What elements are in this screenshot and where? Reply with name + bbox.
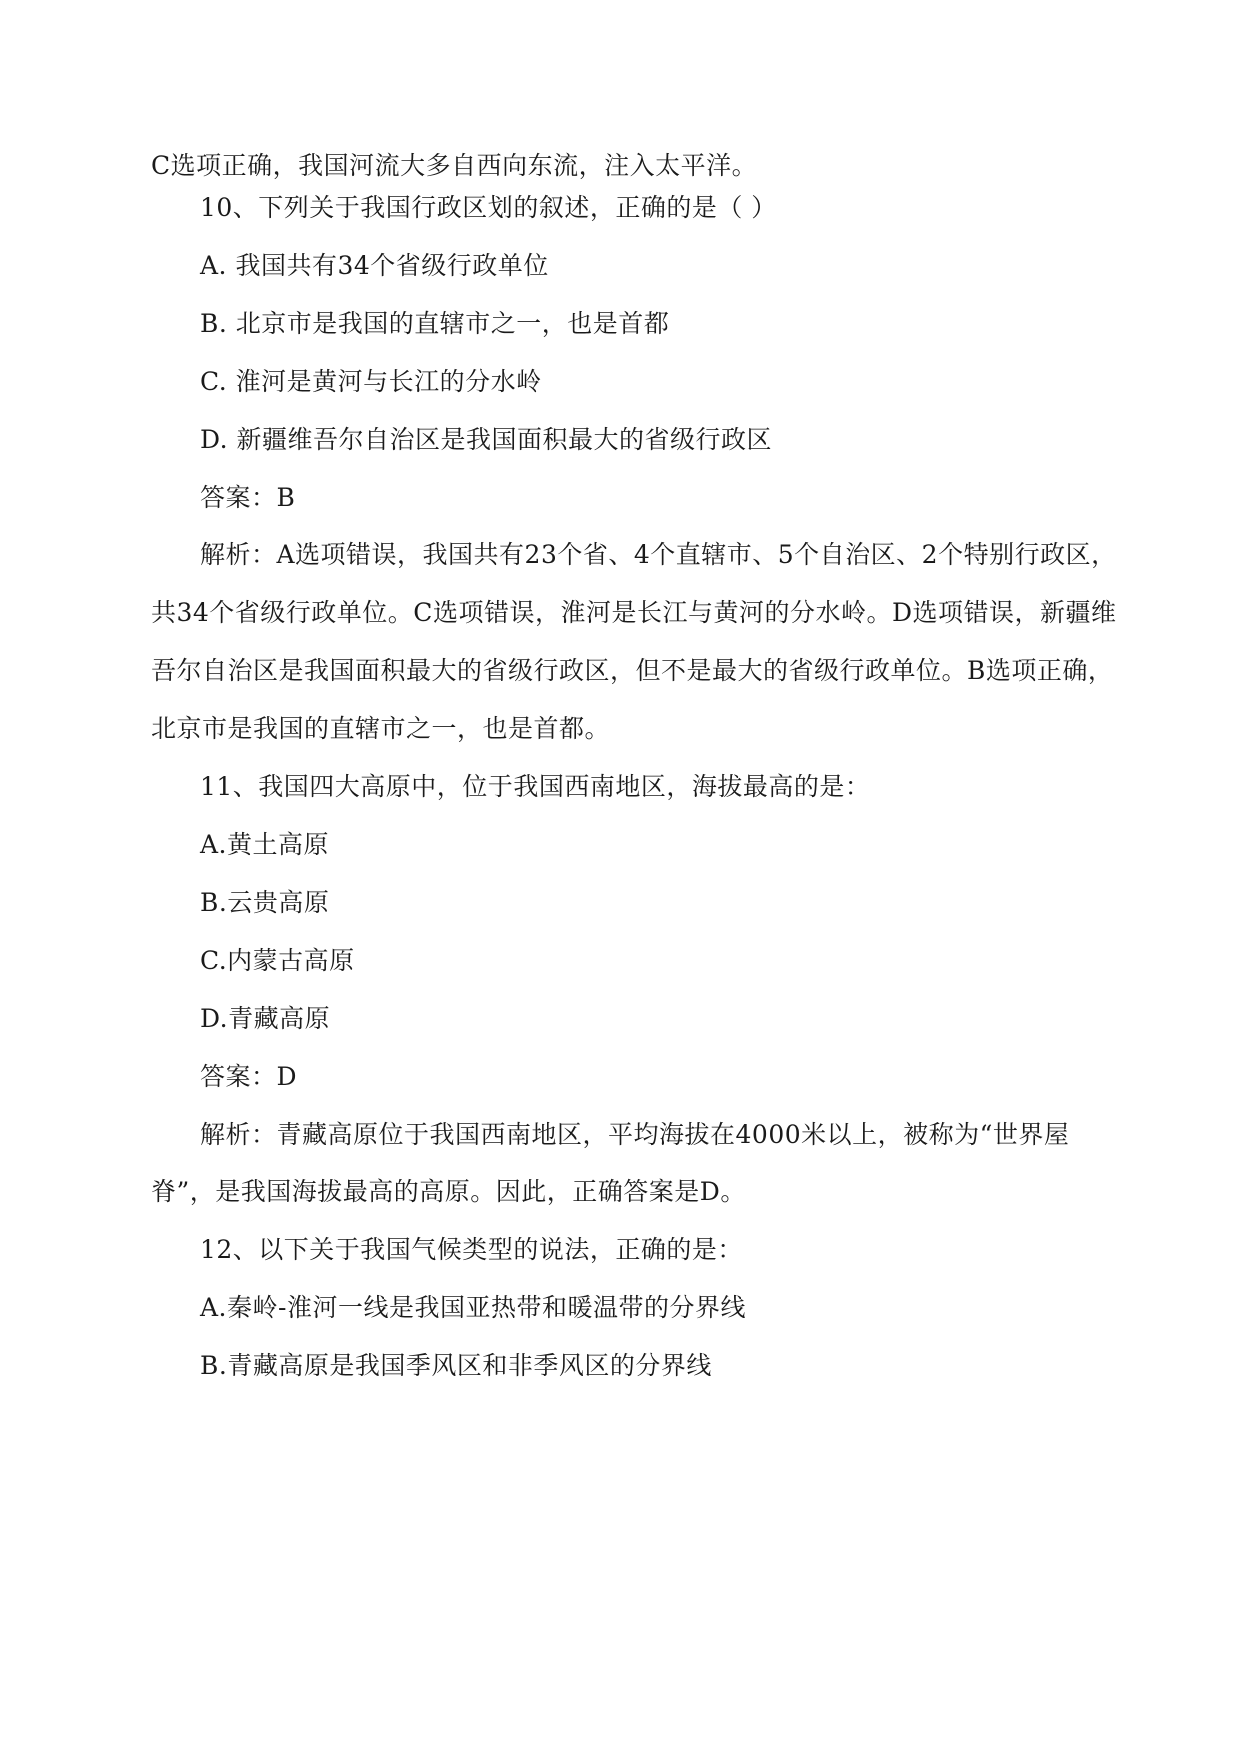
- q10-explanation-line-1: 解析：A选项错误，我国共有23个省、4个直辖市、5个自治区、2个特别行政区，: [200, 540, 1117, 569]
- q10-explanation-line-3: 吾尔自治区是我国面积最大的省级行政区，但不是最大的省级行政单位。B选项正确，: [151, 656, 1114, 685]
- q10-option-b: B. 北京市是我国的直辖市之一，也是首都: [200, 309, 670, 338]
- q11-answer: 答案：D: [200, 1062, 298, 1091]
- question-12: 12、以下关于我国气候类型的说法，正确的是：: [200, 1235, 743, 1264]
- q11-option-d: D.青藏高原: [200, 1004, 331, 1033]
- question-10: 10、下列关于我国行政区划的叙述，正确的是（ ）: [200, 193, 777, 222]
- q11-option-c: C.内蒙古高原: [200, 946, 355, 975]
- q11-explanation-line-1: 解析：青藏高原位于我国西南地区，平均海拔在4000米以上，被称为“世界屋: [200, 1120, 1070, 1149]
- q11-explanation-line-2: 脊”，是我国海拔最高的高原。因此，正确答案是D。: [151, 1177, 746, 1206]
- q12-option-a: A.秦岭-淮河一线是我国亚热带和暖温带的分界线: [200, 1293, 746, 1322]
- q10-explanation-line-4: 北京市是我国的直辖市之一，也是首都。: [151, 714, 611, 743]
- q10-option-c: C. 淮河是黄河与长江的分水岭: [200, 367, 542, 396]
- question-11: 11、我国四大高原中，位于我国西南地区，海拔最高的是：: [200, 772, 871, 801]
- q11-option-b: B.云贵高原: [200, 888, 330, 917]
- explanation-q9-end: C选项正确，我国河流大多自西向东流，注入太平洋。: [151, 151, 758, 180]
- q11-option-a: A.黄土高原: [200, 830, 330, 859]
- q10-explanation-line-2: 共34个省级行政单位。C选项错误，淮河是长江与黄河的分水岭。D选项错误，新疆维: [151, 598, 1117, 627]
- q10-option-d: D. 新疆维吾尔自治区是我国面积最大的省级行政区: [200, 425, 773, 454]
- q10-option-a: A. 我国共有34个省级行政单位: [200, 251, 549, 280]
- q10-answer: 答案：B: [200, 483, 296, 512]
- q12-option-b: B.青藏高原是我国季风区和非季风区的分界线: [200, 1351, 712, 1380]
